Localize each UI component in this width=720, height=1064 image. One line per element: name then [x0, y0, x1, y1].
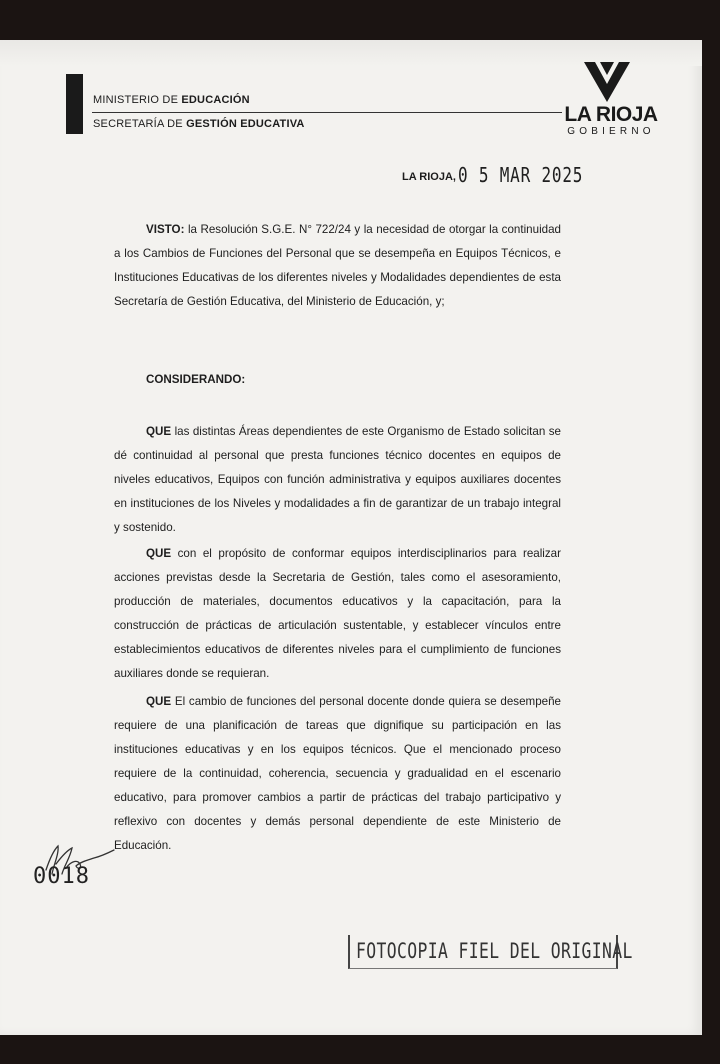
handwritten-number: 0018 — [33, 864, 90, 889]
date-stamp: 0 5 MAR 2025 — [458, 163, 584, 187]
considerando-paragraph-2: QUE con el propósito de conformar equipos interdisciplinarios para realizar acciones previstas desde la Secretaria de Gestión, tales como el asesoramiento, producción de materiales, documentos educativos y la capacitación, para la construcción de prácticas de articulación sustentable, y establecer vínculos entre establecimientos educativos de diferentes niveles para el cumplimiento de funciones auxiliares donde se requieran. — [114, 547, 561, 680]
visto-label: VISTO: — [146, 223, 185, 236]
considerando-paragraph-1: QUE las distintas Áreas dependientes de este Organismo de Estado solicitan se dé continuidad al personal que presta funciones técnico docentes en equipos de niveles educativos, Equipos con función administrativa y equipos auxiliares docentes en instituciones de los Niveles y modalidades a fin de garantizar de un trabajo integral y sostenido. — [114, 425, 561, 534]
logo-subtitle: GOBIERNO — [567, 126, 655, 137]
ministry-header: MINISTERIO DE EDUCACIÓN — [93, 94, 250, 106]
certified-copy-stamp: FOTOCOPIA FIEL DEL ORIGINAL — [356, 939, 633, 963]
considerando-paragraph-3: QUE El cambio de funciones del personal docente donde quiera se desempeñe requiere de una planificación de tareas que dignifique su participación en las instituciones educativas y en los equipos técnicos. Que el mencionado proceso requiere de la continuidad, coherencia, secuencia y gradualidad en el escenario educativo, para promover cambios a partir de prácticas del trabajo participativo y reflexivo con docentes y demás personal dependiente de este Ministerio de Educación. — [114, 695, 561, 852]
secretariat-header: SECRETARÍA DE GESTIÓN EDUCATIVA — [93, 118, 305, 130]
header-divider — [92, 112, 562, 113]
background-bottom — [0, 1035, 720, 1064]
header-black-bar — [66, 74, 83, 134]
date-place: LA RIOJA, — [402, 171, 456, 183]
logo-name: LA RIOJA — [564, 103, 658, 126]
visto-paragraph — [114, 218, 561, 314]
la-rioja-chevron-icon — [584, 62, 630, 102]
considerando-heading: CONSIDERANDO: — [146, 373, 246, 386]
visto-text: la Resolución S.G.E. N° 722/24 y la necesidad de otorgar la continuidad a los Cambios de Funciones del Personal que se desempeña en Equipos Técnicos, e Instituciones Educativas de los diferentes niveles y Modalidades dependientes de esta Secretaría de Gestión Educativa, del Ministerio de Educación, y; — [114, 223, 561, 308]
